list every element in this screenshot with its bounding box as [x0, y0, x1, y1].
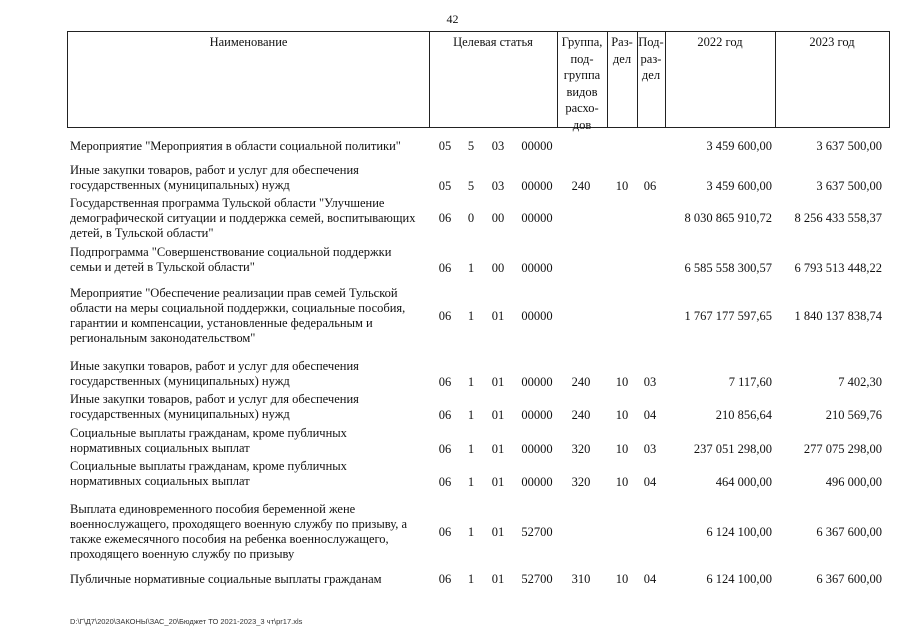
target-part-1: 06: [438, 572, 452, 586]
header-subsection: [637, 34, 665, 84]
expense-group: 320: [571, 475, 591, 489]
expense-group: 320: [571, 442, 591, 456]
table-row: [0, 196, 905, 241]
row-name-line: семьи и детей в Тульской области": [70, 260, 255, 274]
header-line: Группа,: [561, 35, 603, 49]
target-part-2: 5: [467, 139, 475, 153]
target-part-4: 00000: [521, 179, 553, 193]
subsection-code: 04: [643, 475, 657, 489]
target-part-3: 01: [491, 375, 505, 389]
target-part-3: 01: [491, 408, 505, 422]
table-row: [0, 245, 905, 275]
row-name-line: Государственная программа Тульской области "Улучшение: [70, 196, 385, 210]
section-code: 10: [615, 572, 629, 586]
header-line: Раз-: [611, 35, 633, 49]
target-part-1: 05: [438, 139, 452, 153]
table-row: [0, 139, 905, 154]
target-part-3: 01: [491, 309, 505, 323]
amount-2023: 7 402,30: [838, 375, 882, 389]
row-name-line: региональным законодательством": [70, 331, 256, 345]
target-part-3: 00: [491, 261, 505, 275]
header-2022: 2022 год: [697, 35, 743, 49]
section-code: 10: [615, 375, 629, 389]
target-part-4: 00000: [521, 375, 553, 389]
row-name: [70, 286, 425, 346]
row-name-line: демографической ситуации и поддержка семей, воспитывающих: [70, 211, 416, 225]
table-row: [0, 502, 905, 562]
amount-2023: 6 367 600,00: [816, 572, 882, 586]
header-name: Наименование: [209, 35, 288, 49]
amount-2023: 8 256 433 558,37: [794, 211, 882, 225]
row-name-line: Социальные выплаты гражданам, кроме публичных: [70, 426, 347, 440]
row-name-line: нормативных социальных выплат: [70, 441, 250, 455]
amount-2023: 496 000,00: [825, 475, 882, 489]
amount-2023: 6 367 600,00: [816, 525, 882, 539]
amount-2022: 6 585 558 300,57: [684, 261, 772, 275]
row-name-line: гарантии и компенсации, установленные федеральным и: [70, 316, 373, 330]
amount-2022: 7 117,60: [728, 375, 772, 389]
header-2023: 2023 год: [809, 35, 855, 49]
target-part-2: 1: [467, 442, 475, 456]
header-section: [607, 34, 637, 67]
target-part-3: 01: [491, 525, 505, 539]
amount-2022: 8 030 865 910,72: [684, 211, 772, 225]
row-name: [70, 426, 425, 456]
row-name-line: также ежемесячного пособия на ребенка военнослужащего,: [70, 532, 389, 546]
row-name-line: военнослужащего, проходящего военную службу по призыву, а: [70, 517, 408, 531]
target-part-1: 06: [438, 309, 452, 323]
row-name-line: Мероприятие "Мероприятия в области социальной политики": [70, 139, 401, 153]
expense-group: 240: [571, 179, 591, 193]
target-part-2: 1: [467, 309, 475, 323]
target-part-3: 01: [491, 442, 505, 456]
target-part-1: 06: [438, 375, 452, 389]
header-line: видов: [566, 84, 598, 99]
target-part-4: 00000: [521, 309, 553, 323]
amount-2023: 3 637 500,00: [816, 139, 882, 153]
header-target: Целевая статья: [453, 35, 533, 49]
header-line: дел: [641, 68, 661, 82]
target-part-1: 06: [438, 261, 452, 275]
row-name-line: государственных (муниципальных) нужд: [70, 178, 290, 192]
target-part-3: 01: [491, 572, 505, 586]
table-row: [0, 359, 905, 389]
row-name-line: проходящего военную службу по призыву: [70, 547, 295, 561]
row-name-line: государственных (муниципальных) нужд: [70, 407, 290, 421]
target-part-4: 00000: [521, 139, 553, 153]
row-name: [70, 572, 425, 587]
target-part-2: 1: [467, 408, 475, 422]
target-part-2: 1: [467, 572, 475, 586]
target-part-4: 00000: [521, 475, 553, 489]
subsection-code: 03: [643, 375, 657, 389]
amount-2022: 3 459 600,00: [706, 139, 772, 153]
row-name-line: Иные закупки товаров, работ и услуг для обеспечения: [70, 392, 359, 406]
expense-group: 240: [571, 408, 591, 422]
header-line: группа: [563, 68, 601, 82]
target-part-2: 1: [467, 475, 475, 489]
subsection-code: 04: [643, 572, 657, 586]
header-line: под-: [570, 51, 594, 66]
amount-2022: 237 051 298,00: [693, 442, 772, 456]
target-part-3: 03: [491, 179, 505, 193]
page-number: 42: [446, 12, 459, 26]
target-part-2: 1: [467, 525, 475, 539]
header-line: расхо-: [565, 101, 599, 115]
header-line: дов: [572, 117, 592, 132]
target-part-2: 1: [467, 261, 475, 275]
table-row: [0, 572, 905, 587]
header-line: дел: [612, 51, 632, 66]
table-row: [0, 459, 905, 489]
amount-2022: 210 856,64: [715, 408, 772, 422]
target-part-4: 00000: [521, 211, 553, 225]
target-part-2: 5: [467, 179, 475, 193]
subsection-code: 04: [643, 408, 657, 422]
target-part-2: 0: [467, 211, 475, 225]
amount-2023: 3 637 500,00: [816, 179, 882, 193]
header-group: [557, 34, 607, 133]
target-part-3: 01: [491, 475, 505, 489]
row-name: [70, 139, 425, 154]
row-name: [70, 196, 425, 241]
target-part-3: 00: [491, 211, 505, 225]
subsection-code: 03: [643, 442, 657, 456]
table-row: [0, 426, 905, 456]
row-name-line: Социальные выплаты гражданам, кроме публичных: [70, 459, 347, 473]
amount-2022: 6 124 100,00: [706, 572, 772, 586]
target-part-4: 00000: [521, 408, 553, 422]
amount-2023: 1 840 137 838,74: [794, 309, 882, 323]
target-part-4: 00000: [521, 442, 553, 456]
row-name-line: государственных (муниципальных) нужд: [70, 374, 290, 388]
target-part-4: 52700: [521, 525, 553, 539]
target-part-1: 06: [438, 525, 452, 539]
target-part-4: 52700: [521, 572, 553, 586]
expense-group: 310: [571, 572, 591, 586]
target-part-1: 06: [438, 408, 452, 422]
header-line: Под-: [638, 35, 664, 49]
table-row: [0, 286, 905, 346]
amount-2022: 6 124 100,00: [706, 525, 772, 539]
table-row: [0, 163, 905, 193]
row-name-line: Иные закупки товаров, работ и услуг для обеспечения: [70, 359, 359, 373]
row-name: [70, 502, 425, 562]
row-name: [70, 459, 425, 489]
amount-2022: 3 459 600,00: [706, 179, 772, 193]
amount-2022: 464 000,00: [715, 475, 772, 489]
amount-2023: 277 075 298,00: [803, 442, 882, 456]
row-name: [70, 245, 425, 275]
row-name-line: Мероприятие "Обеспечение реализации прав семей Тульской: [70, 286, 398, 300]
header-line: раз-: [640, 51, 662, 66]
section-code: 10: [615, 408, 629, 422]
subsection-code: 06: [643, 179, 657, 193]
section-code: 10: [615, 475, 629, 489]
row-name-line: Подпрограмма "Совершенствование социальной поддержки: [70, 245, 392, 259]
row-name-line: Выплата единовременного пособия беременной жене: [70, 502, 356, 516]
target-part-1: 06: [438, 442, 452, 456]
row-name: [70, 163, 425, 193]
row-name-line: нормативных социальных выплат: [70, 474, 250, 488]
target-part-1: 05: [438, 179, 452, 193]
target-part-2: 1: [467, 375, 475, 389]
section-code: 10: [615, 442, 629, 456]
row-name: [70, 359, 425, 389]
section-code: 10: [615, 179, 629, 193]
row-name-line: детей, в Тульской области": [70, 226, 214, 240]
amount-2022: 1 767 177 597,65: [684, 309, 772, 323]
target-part-3: 03: [491, 139, 505, 153]
row-name: [70, 392, 425, 422]
target-part-1: 06: [438, 475, 452, 489]
target-part-1: 06: [438, 211, 452, 225]
target-part-4: 00000: [521, 261, 553, 275]
row-name-line: области на меры социальной поддержки, социальные пособия,: [70, 301, 406, 315]
amount-2023: 6 793 513 448,22: [794, 261, 882, 275]
row-name-line: Иные закупки товаров, работ и услуг для обеспечения: [70, 163, 359, 177]
expense-group: 240: [571, 375, 591, 389]
row-name-line: Публичные нормативные социальные выплаты гражданам: [70, 572, 382, 586]
amount-2023: 210 569,76: [825, 408, 882, 422]
file-path-footer: D:\Г\Д7\2020\ЗАКОНЫ\ЗАС_20\Бюджет ТО 2021-2023_3 чт\pr17.xls: [70, 617, 303, 626]
table-row: [0, 392, 905, 422]
table-header: [67, 31, 890, 132]
